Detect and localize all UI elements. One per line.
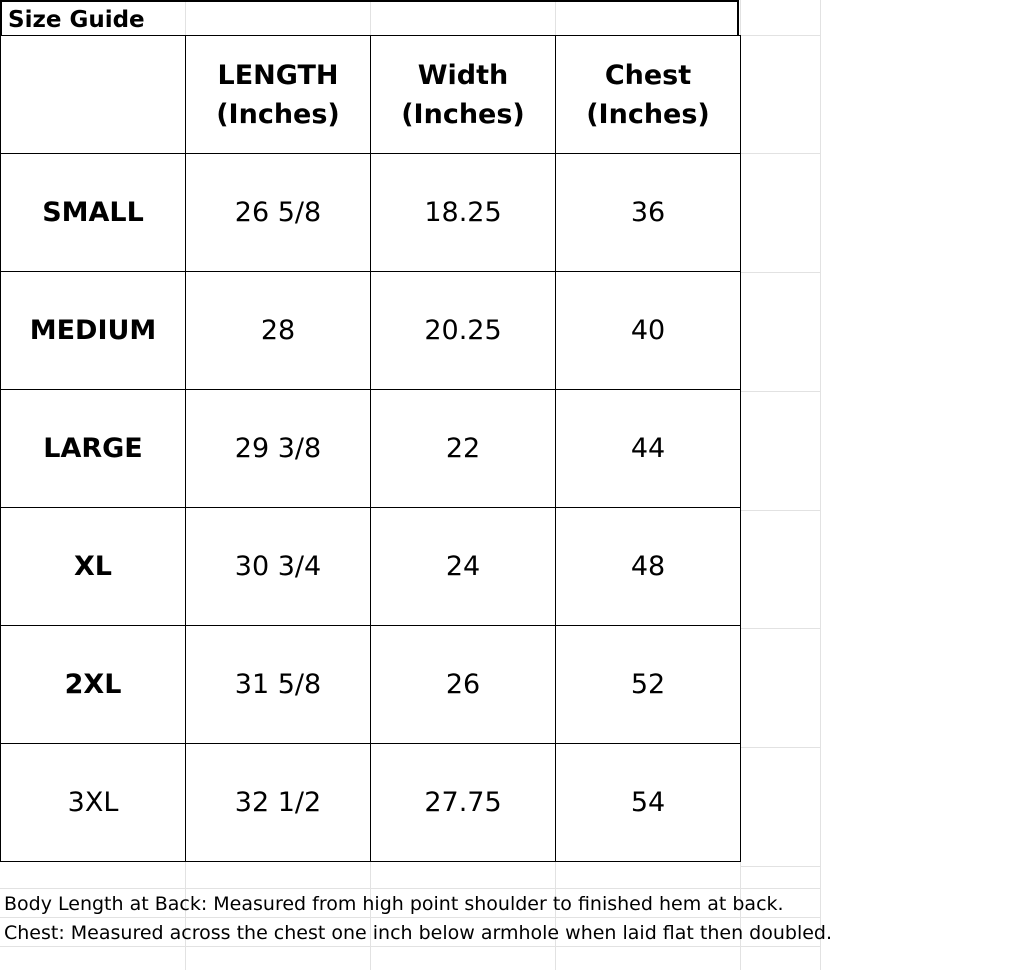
header-length [186, 36, 371, 154]
chest-cell: 40 [556, 272, 741, 390]
table-header-row [1, 36, 741, 154]
chest-cell: 54 [556, 744, 741, 862]
length-cell: 32 1/2 [186, 744, 371, 862]
gridline [740, 153, 820, 154]
gridline [740, 510, 820, 511]
width-cell: 20.25 [371, 272, 556, 390]
page-title: Size Guide [8, 7, 145, 33]
gridline [740, 866, 820, 867]
header-width [371, 36, 556, 154]
table-row [1, 508, 741, 626]
width-cell: 27.75 [371, 744, 556, 862]
size-cell: SMALL [1, 154, 186, 272]
table-row [1, 744, 741, 862]
header-length-line1: LENGTH [217, 59, 339, 91]
gridline [0, 888, 820, 889]
width-cell: 18.25 [371, 154, 556, 272]
header-width-line1: Width [417, 59, 509, 91]
header-blank [1, 36, 186, 154]
note-body-length: Body Length at Back: Measured from high point shoulder to finished hem at back. [4, 893, 784, 915]
width-cell: 26 [371, 626, 556, 744]
gridline [820, 0, 821, 970]
gridline [740, 35, 820, 36]
gridline [740, 747, 820, 748]
header-chest-line2: (Inches) [586, 98, 710, 130]
note-chest: Chest: Measured across the chest one inch below armhole when laid flat then doubled. [4, 922, 833, 944]
header-chest [556, 36, 741, 154]
size-cell: LARGE [1, 390, 186, 508]
length-cell: 31 5/8 [186, 626, 371, 744]
chest-cell: 48 [556, 508, 741, 626]
width-cell: 22 [371, 390, 556, 508]
length-cell: 30 3/4 [186, 508, 371, 626]
header-width-line2: (Inches) [401, 98, 525, 130]
title-cell [0, 0, 739, 35]
table-row [1, 626, 741, 744]
length-cell: 29 3/8 [186, 390, 371, 508]
size-cell: 3XL [1, 744, 186, 862]
chest-cell: 36 [556, 154, 741, 272]
gridline [740, 628, 820, 629]
size-cell: XL [1, 508, 186, 626]
chest-cell: 44 [556, 390, 741, 508]
table-row [1, 390, 741, 508]
gridline [740, 391, 820, 392]
size-guide-table [0, 35, 741, 862]
header-chest-line1: Chest [604, 59, 692, 91]
table-row [1, 154, 741, 272]
chest-cell: 52 [556, 626, 741, 744]
width-cell: 24 [371, 508, 556, 626]
length-cell: 28 [186, 272, 371, 390]
size-cell: 2XL [1, 626, 186, 744]
size-cell: MEDIUM [1, 272, 186, 390]
table-row [1, 272, 741, 390]
length-cell: 26 5/8 [186, 154, 371, 272]
header-length-line2: (Inches) [216, 98, 340, 130]
gridline [740, 272, 820, 273]
